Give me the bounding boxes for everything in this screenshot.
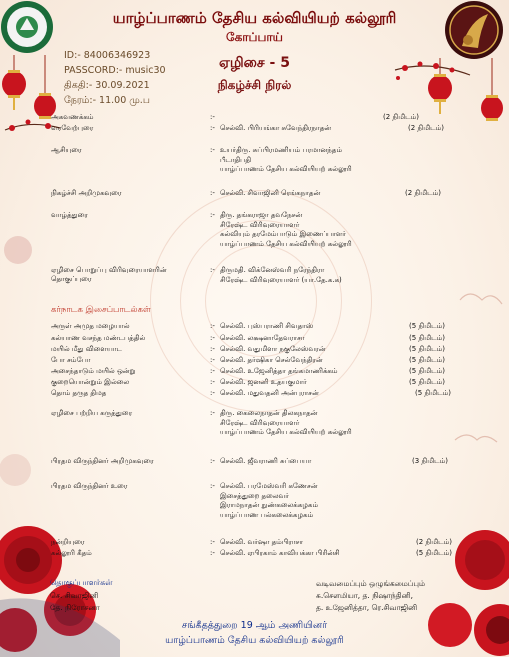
row-value: செல்வி. லக்ஷனாதேவராசா — [220, 334, 305, 342]
row-duration: (5 நிமிடம்) — [409, 367, 446, 375]
row-value: உயர்திரு. சுப்பிரமணியம் பரமானந்தம் பீடாதிபதி யாழ்ப்பாணம் தேசிய கல்வியியற் கல்லூரி — [220, 146, 352, 173]
meeting-id: ID:- 84006346923 — [64, 50, 151, 61]
host-name: தே. நிரோசனா — [50, 603, 100, 612]
row-colon: :- — [210, 211, 215, 219]
college-place: கோப்பாய் — [226, 30, 283, 44]
college-title: யாழ்ப்பாணம் தேசிய கல்வியியற் கல்லூரி — [112, 9, 397, 27]
row-colon: :- — [210, 409, 215, 417]
row-label: அசைந்தாடும் மயில் ஒன்று — [51, 367, 136, 375]
row-colon: :- — [210, 146, 215, 154]
row-duration: (5 நிமிடம்) — [416, 549, 453, 557]
row-duration: (2 நிமிடம்) — [408, 124, 445, 132]
row-colon: :- — [210, 538, 215, 546]
row-colon: :- — [210, 356, 215, 364]
carnatic-heading: கர்நாடக இசைப்பாடல்கள் — [51, 305, 151, 315]
row-label: குறையொன்றும் இல்லை — [51, 378, 130, 386]
row-colon: :- — [210, 549, 215, 557]
cloud-icon — [455, 294, 502, 442]
row-label: அருள் அமுத மழையால் — [51, 322, 130, 330]
row-colon: :- — [210, 457, 215, 465]
row-colon: :- — [210, 189, 215, 197]
design-label: வடிவமைப்பும் ஒழுங்கமைப்பும் — [316, 579, 426, 588]
row-label: மயில் மீது விளையாட — [51, 345, 122, 353]
row-label: ஏழிசை பற்றிய கருத்துரை — [51, 409, 133, 417]
row-label: பிரதம விருந்தினர் அறிமுகவுரை — [51, 457, 154, 465]
row-duration: (5 நிமிடம்) — [415, 389, 452, 397]
row-duration: (2 நிமிடம்) — [416, 538, 453, 546]
row-duration: (5 நிமிடம்) — [409, 334, 446, 342]
row-value: செல்வி. மதுவதனி அன்புராசன் — [220, 389, 319, 397]
row-colon: :- — [210, 482, 215, 490]
row-value: செல்வி. சிவாஜினி ரெங்கநாதன் — [220, 189, 321, 197]
row-label: கல்லூரி கீதம் — [51, 549, 92, 557]
row-label: வாழ்த்துரை — [51, 211, 88, 219]
row-colon: :- — [210, 389, 215, 397]
row-label: பிரதம விருந்தினர் உரை — [51, 482, 128, 490]
host-name: செ. சிவாஜினி — [50, 591, 99, 600]
row-value: செல்வி. ஜனனி உதயகுமார் — [220, 378, 307, 386]
row-duration: (5 நிமிடம்) — [409, 378, 446, 386]
batch-line: சங்கீதத்துறை 19 ஆம் அணியினர் — [181, 620, 328, 631]
flower-icon — [0, 236, 32, 486]
college-line: யாழ்ப்பாணம் தேசிய கல்வியியற் கல்லூரி — [165, 635, 344, 646]
meeting-time: நேரம்:- 11.00 மு.ப — [64, 95, 150, 106]
row-value: செல்வி. ஏபிரகாம் காவியக்கா பிரின்சி — [220, 549, 340, 557]
row-value: திரு. தங்கராஜா தவநேசன் சிரேஷ்ட விரிவுரையாளர் கல்வியும் தரமேம்பாடும் இணைப்பாளர் யாழ்ப்பாணம் தேசிய கல்வியியற் கல்லூரி — [220, 211, 352, 248]
meeting-date: திகதி:- 30.09.2021 — [64, 80, 150, 91]
row-label: கல்யாண வசந்த மண்டபத்தில் — [51, 334, 146, 342]
row-duration: (3 நிமிடம்) — [412, 457, 449, 465]
row-value: செல்வி. வர்ஷா தம்பிராசா — [220, 538, 304, 546]
row-duration: (5 நிமிடம்) — [409, 322, 446, 330]
row-colon: :- — [210, 334, 215, 342]
row-duration: (5 நிமிடம்) — [409, 345, 446, 353]
meeting-passcode: PASSCORD:- music30 — [64, 65, 166, 76]
event-title: ஏழிசை - 5 — [219, 55, 290, 71]
program-title: நிகழ்ச்சி நிரல் — [217, 78, 292, 92]
row-value: திரு. கைலைநாதன் திலகநாதன் சிரேஷ்ட விரிவுரையாளர் யாழ்ப்பாணம் தேசிய கல்வியியற் கல்லூரி — [220, 409, 352, 436]
row-label: நன்றியுரை — [51, 538, 85, 546]
designer-names: சு.சௌமியா, த. நிஷாந்தினி, — [316, 591, 414, 600]
row-colon: :- — [210, 322, 215, 330]
row-duration: (2 நிமிடம்) — [383, 113, 420, 121]
row-colon: :- — [210, 266, 215, 274]
row-value: திருமதி. விக்னேஸ்வரி நரேந்திரா சிரேஷ்ட விரிவுரையாளர் (யா.தே.க.க) — [220, 266, 342, 284]
row-colon: :- — [210, 124, 215, 132]
row-value: செல்வி. பரமேஸ்வரி கணேசன் இசைத்துறை தலைவர் இராமநாதன் நுண்கலைக்கழகம் யாழ்ப்பாண பல்கலைக்கழகம் — [220, 482, 319, 519]
row-label: தொம் தருத திமத — [51, 389, 107, 397]
designer-names: த. உஜேனித்தா, ரெ.சிவாஜினி — [316, 603, 418, 612]
row-label: ஆசியுரை — [51, 146, 82, 154]
row-value: செல்வி. ஜீவராணி சுப்பையா — [220, 457, 312, 465]
row-value: செல்வி. புஸ்பராணி சிவதாஸ் — [220, 322, 314, 330]
row-value: செல்வி. தர்ஷிகா செல்வேந்திரன் — [220, 356, 323, 364]
row-label: அகவணக்கம் — [51, 113, 94, 121]
row-colon: :- — [210, 113, 215, 121]
row-colon: :- — [210, 367, 215, 375]
row-colon: :- — [210, 345, 215, 353]
row-value: செல்வி. வதுமிளா நகுலேஸ்வரன் — [220, 345, 326, 353]
row-duration: (5 நிமிடம்) — [409, 356, 446, 364]
hosts-label: தொகுப்பாளர்கள் — [50, 578, 113, 587]
row-label: ஏழிசை பொறுப்பு விரிவுரையாளரின் தொகுப்புரை — [51, 266, 167, 283]
row-value: செல்வி. பிரியங்கா சுவேந்திரநாதன் — [220, 124, 332, 132]
row-duration: (2 நிமிடம்) — [405, 189, 442, 197]
row-label: வரவேற்புரை — [51, 124, 94, 132]
row-value: செல்வி. உஜேனித்தா தங்கமாணிக்கம் — [220, 367, 338, 375]
row-label: நிகழ்ச்சி அறிமுகவுரை — [51, 189, 122, 197]
row-colon: :- — [210, 378, 215, 386]
row-label: போ சம்போ — [51, 356, 91, 364]
